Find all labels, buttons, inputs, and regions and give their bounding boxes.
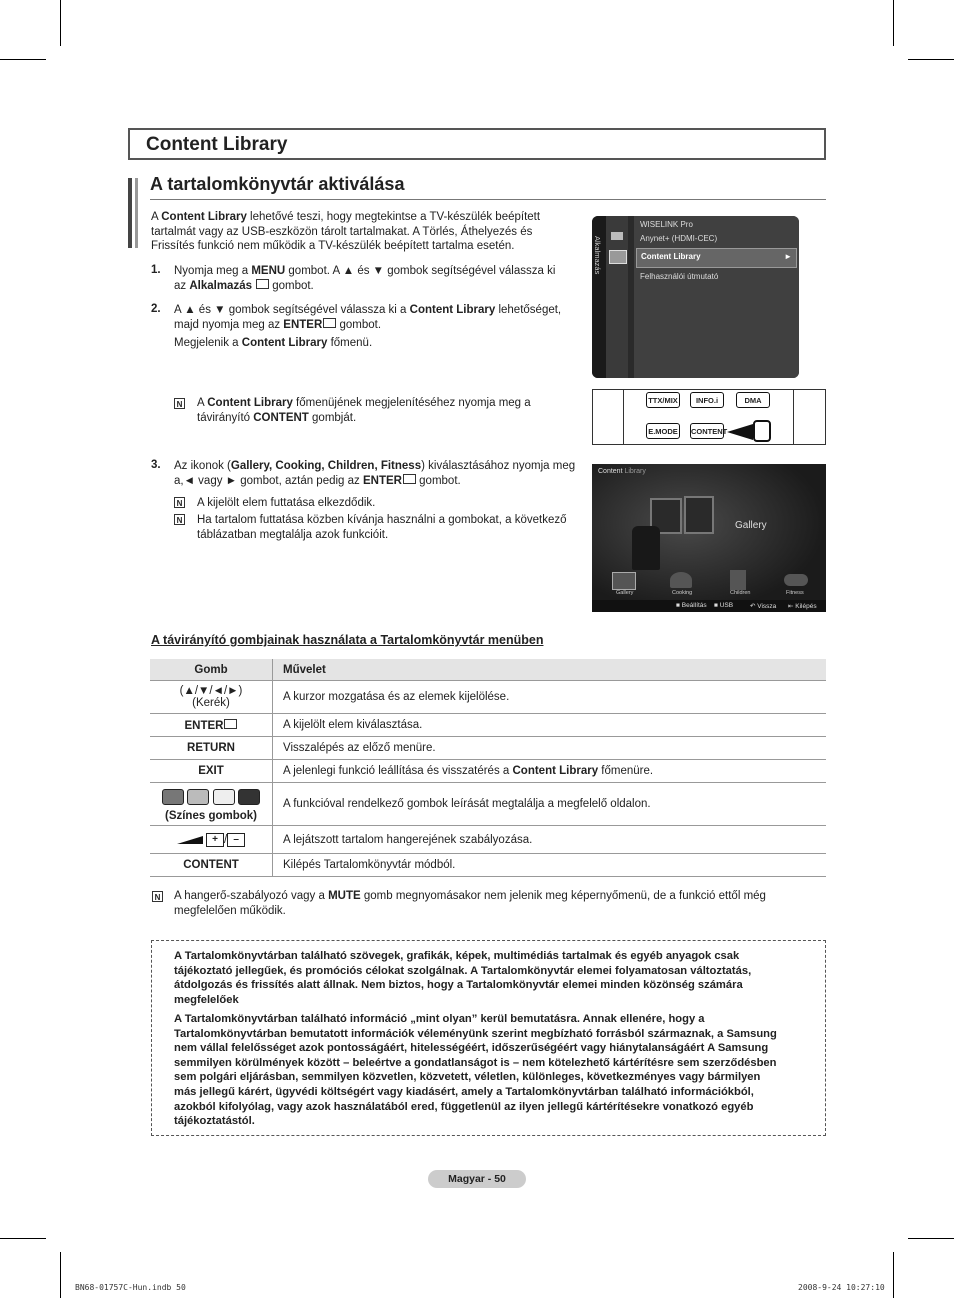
color-button-icon [187,789,209,805]
pointer-arrow-icon [727,424,753,440]
text: Kilépés [795,603,817,610]
e-mode-button[interactable]: E.MODE [646,423,680,439]
menu-item[interactable]: WISELINK Pro [640,220,693,229]
text: megfelelőek [174,993,239,1006]
text: Tartalomkönyvtárban bemutatott információk véleményünk szerint megbízható forrásból származnak, a Samsung [174,1027,777,1040]
text: A ▲ és ▼ gombok segítségével válassza ki a [174,304,410,316]
text: a,◄ vagy ► gombot, aztán pedig az [174,474,363,487]
text: Content Library [161,211,247,223]
text: ENTER [283,318,323,331]
note-4 [174,889,814,918]
table-cell [150,681,273,714]
content-button[interactable]: CONTENT [690,423,724,439]
enter-icon [403,474,416,484]
text: nem vállal felelősséget azok pontosságáért, hitelességéért, időszerűségéért vagy hiánytalanságáért A Samsung [174,1042,769,1055]
table-row [150,714,826,737]
table-header-row [150,659,826,681]
category-fitness[interactable] [784,574,808,586]
text: gombot. A ▲ és ▼ gombok segítségével válassza ki [285,265,556,277]
print-info-right: 2008-9-24 10:27:10 [798,1283,885,1292]
crop-mark [0,59,46,60]
text: gombot. [269,279,314,292]
category-label: Children [730,590,751,596]
text: majd nyomja meg az [174,318,284,331]
table-title: A távirányító gombjainak használata a Tartalomkönyvtár menüben [151,633,544,647]
disclaimer-paragraph-2 [174,1012,803,1129]
text: Beállítás [681,602,707,609]
dma-button[interactable]: DMA [736,392,770,408]
text: / [224,833,228,846]
menu-item[interactable]: Felhasználói útmutató [640,272,719,281]
text: lehetőséget, [495,304,562,316]
text: Content Library [241,337,328,349]
text: Content [598,468,623,475]
text: A Tartalomkönyvtárban található szövegek, grafikák, képek, multimédiás tartalmak és egyéb anyagok csak [174,950,740,962]
crop-mark [893,0,894,46]
text: gomb megnyomásakor nem jelenik meg képernyőmenü, de a funkció ettől még [360,890,766,902]
text: CONTENT [253,411,309,424]
table-cell: RETURN [150,737,273,760]
intro-paragraph [151,210,571,254]
table-cell [150,826,273,854]
table-cell: A kurzor mozgatása és az elemek kijelölése. [273,681,827,714]
note-2: A kijelölt elem futtatása elkezdődik. [197,497,376,509]
table-row [150,854,826,877]
text: MENU [251,265,286,277]
column-header: Gomb [150,659,273,681]
table-cell: Visszalépés az előző menüre. [273,737,827,760]
page-number: Magyar - 50 [428,1170,526,1188]
text: A [151,211,162,223]
remote-illustration [592,389,826,445]
text: A jelenlegi funkció leállítása és visszatérés a [283,765,513,777]
category-label: Cooking [672,590,693,596]
category-label: Fitness [786,590,804,596]
table-cell [150,783,273,826]
text: Megjelenik a [174,337,242,349]
decor-bar [128,178,132,248]
table-row [150,760,826,783]
text: Content Library [207,397,293,409]
text: Alkalmazás [189,279,252,292]
table-cell: A funkcióval rendelkező gombok leírását megtalálja a megfelelő oldalon. [273,783,827,826]
color-button-icon [162,789,184,805]
category-children[interactable] [730,570,746,590]
text: (Színes gombok) [164,809,257,822]
crop-mark [893,1252,894,1298]
crop-mark [908,59,954,60]
text: táblázatban megtalálja azok funkcióit. [197,528,389,541]
crop-mark [60,0,61,46]
crop-mark [60,1252,61,1298]
step-number: 1. [151,264,161,276]
table-row [150,783,826,826]
text: más jellegű kárért, ügyvédi költségért vagy kiadásért, amely a Tartalomkönyvtárban található információkból, [174,1085,754,1098]
decor-bar [135,178,138,248]
note-icon: N [152,891,163,902]
step-2-text [174,303,574,332]
text: átdolgozás és frissítés alatt állnak. Nem biztos, hogy a Tartalomkönyvtár elemei minden közönség számára [174,979,743,992]
section-title: Content Library [128,128,826,160]
info-button[interactable]: INFO.i [690,392,724,408]
color-button-icon [238,789,260,805]
controls-table [150,659,826,877]
volume-down-icon: – [227,833,245,847]
text: semmilyen körülmények között – beleértve a gondatlanságot is – nem kötelezhető kártérítésre sem szerződésben [174,1056,777,1069]
table-row [150,681,826,714]
text: ENTER [362,474,402,487]
tv-icon-column [606,216,628,378]
volume-wedge-icon [177,836,203,844]
text: sem polgári eljárásban, semmilyen közvetlen, közvetett, véletlen, különleges, következményes vagy bármilyen [174,1071,761,1084]
text: (▲/▼/◄/►) [179,685,243,697]
text: A [197,397,208,409]
text: A hangerő-szabályozó vagy a [174,890,329,902]
text: Az ikonok ( [174,460,231,472]
menu-item-label: Content Library [641,252,701,261]
text: Library [622,468,646,475]
text: távirányító [197,411,254,424]
disclaimer-box [151,940,826,1136]
subsection-title: A tartalomkönyvtár aktiválása [150,174,405,194]
text: MUTE [328,890,361,902]
setup-hint: ■ Beállítás [676,602,707,609]
text: A Tartalomkönyvtárban található információ „mint olyan” kerül bemutatásra. Annak ellenére, hogy a [174,1013,705,1025]
text: gombot. [415,474,461,487]
text: Ha tartalom futtatása közben kívánja használni a gombokat, a következő [197,514,567,526]
text: azokból kifolyólag, vagy azok használatából ered, függetlenül az ilyen jellegű kártérítésekre vonatkozó egyéb [174,1100,754,1113]
menu-item-selected[interactable] [636,248,797,268]
text: Vissza [757,603,777,610]
ttx-mix-button[interactable]: TTX/MIX [646,392,680,408]
text: Content Library [512,765,599,777]
menu-item[interactable]: Anynet+ (HDMI-CEC) [640,234,718,243]
crop-mark [908,1238,954,1239]
table-cell [150,714,273,737]
table-cell: A lejátszott tartalom hangerejének szabályozása. [273,826,827,854]
text: főmenüre. [598,765,654,777]
step-number: 3. [151,459,161,471]
pointer-hand-icon [753,420,771,442]
text: az [174,279,190,292]
tv-side-strip [592,216,606,378]
back-hint: ↶ Vissza [750,603,777,610]
text: tájékoztatástól. [174,1115,255,1128]
table-row [150,826,826,854]
chair-icon [632,526,660,570]
text: tájékoztató jellegűek, és promóciós célokat szolgálnak. A Tartalomkönyvtár elemei folyamatosan változtatás, [174,964,752,977]
category-cooking[interactable] [670,572,692,588]
table-cell: A kijelölt elem kiválasztása. [273,714,827,737]
note-icon: N [174,514,185,525]
text: főmenüjének megjelenítéséhez nyomja meg a [292,397,531,409]
text: Gallery, Cooking, Children, Fitness [230,460,422,472]
print-info-left: BN68-01757C-Hun.indb 50 [75,1283,186,1292]
picture-frame-icon [684,496,714,534]
step-number: 2. [151,303,161,315]
note-3 [197,513,587,542]
enter-icon [256,279,269,289]
crop-mark [0,1238,46,1239]
remote-edge [623,390,624,444]
usb-hint: ■ USB [714,602,734,609]
text: főmenü. [327,337,373,349]
divider [150,199,826,200]
column-header: Művelet [273,659,827,681]
focus-label: Gallery [735,520,767,531]
note-1 [197,396,557,425]
content-library-screenshot [592,464,826,612]
color-button-icon [213,789,235,805]
remote-edge [793,390,794,444]
app-icon [609,250,627,264]
table-cell: CONTENT [150,854,273,877]
table-cell: EXIT [150,760,273,783]
tv-side-label: Alkalmazás [593,236,602,275]
note-icon: N [174,497,185,508]
table-cell [273,760,827,783]
category-label: Gallery [616,590,634,596]
text: ) kiválasztásához nyomja meg [421,460,576,472]
exit-hint: ⇤ Kilépés [788,603,817,610]
text: USB [719,602,734,609]
text: gombot. [336,318,382,331]
bottom-bar [592,600,826,612]
category-gallery[interactable] [612,572,636,590]
screen-title [598,468,646,475]
text: ENTER [184,719,224,732]
color-buttons-icon [150,789,272,808]
text: megfelelően működik. [174,904,286,917]
text: gombját. [308,411,357,424]
text: Content Library [409,304,496,316]
tv-menu-screenshot [592,216,799,378]
step-2-result [174,336,372,351]
text: lehetővé teszi, hogy megtekintse a TV-készülék beépített [246,211,541,223]
text: (Kerék) [192,697,230,709]
note-icon: N [174,398,185,409]
enter-icon [224,719,237,729]
volume-up-icon: + [206,833,224,847]
text: Frissítés funkció nem működik a TV-készülék beépített tartalma esetén. [151,240,515,252]
step-1-text [174,264,574,293]
text: Nyomja meg a [174,265,252,277]
table-row [150,737,826,760]
text: tartalmát vagy az USB-eszközön tárolt tartalmakat. A Törlés, Áthelyezés és [151,225,533,238]
tv-menu-list [634,216,799,378]
speaker-icon [611,232,623,240]
disclaimer-paragraph-1 [174,949,803,1007]
step-3-text [174,459,584,488]
table-cell: Kilépés Tartalomkönyvtár módból. [273,854,827,877]
arrow-right-icon: ► [784,252,792,261]
enter-icon [323,318,336,328]
